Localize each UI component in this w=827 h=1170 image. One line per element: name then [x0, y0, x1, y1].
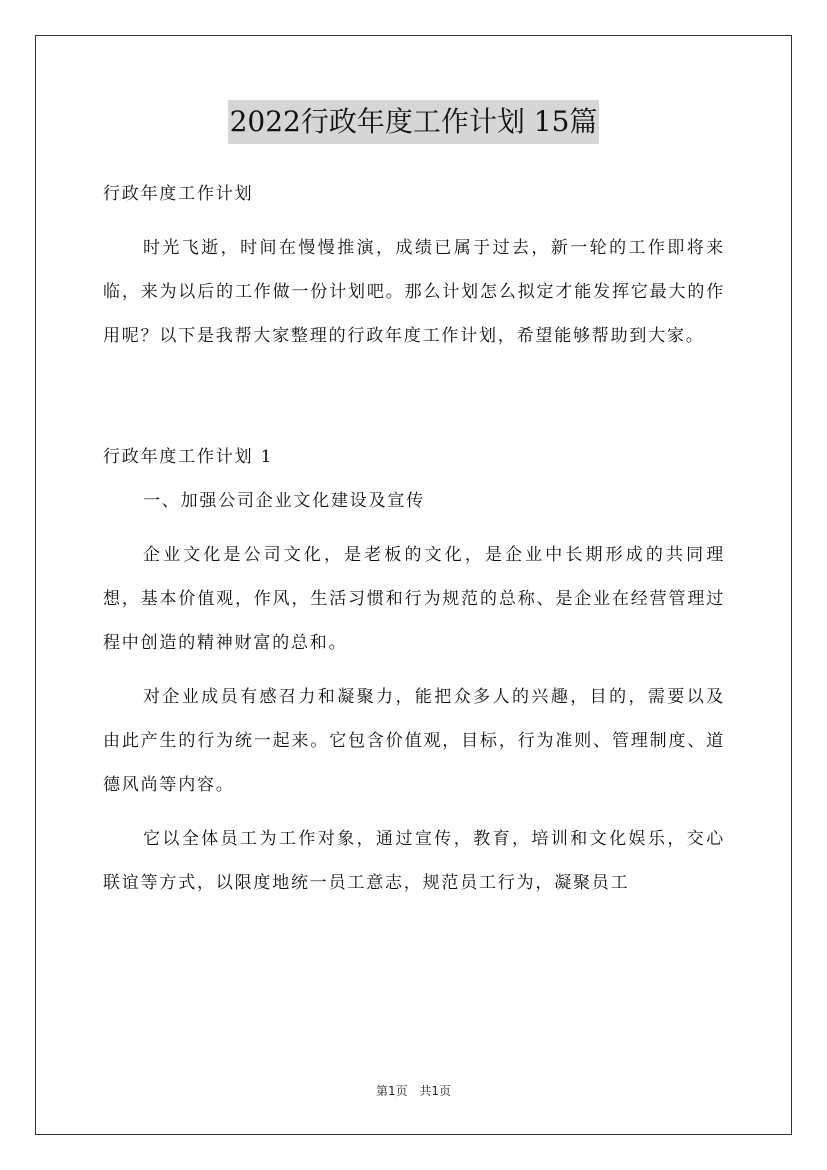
- page-total: 共1页: [419, 1084, 452, 1098]
- title-wrap: [0, 100, 827, 144]
- paragraph-heading: 行政年度工作计划: [103, 184, 254, 204]
- subsection-heading: 一、加强公司企业文化建设及宣传: [143, 491, 425, 511]
- paragraph-body: 对企业成员有感召力和凝聚力，能把众多人的兴趣，目的，需要以及由此产生的行为统一起来。它包含价值观，目标，行为准则、管理制度、道德风尚等内容。: [103, 687, 725, 795]
- page-footer: [0, 1082, 827, 1099]
- paragraph-body: 企业文化是公司文化，是老板的文化，是企业中长期形成的共同理想，基本价值观，作风，生活习惯和行为规范的总称、是企业在经营管理过程中创造的精神财富的总和。: [103, 545, 725, 653]
- paragraph-intro: 时光飞逝，时间在慢慢推演，成绩已属于过去，新一轮的工作即将来临，来为以后的工作做一份计划吧。那么计划怎么拟定才能发挥它最大的作用呢？以下是我帮大家整理的行政年度工作计划，希望能够帮助到大家。: [103, 238, 725, 346]
- document-body: [103, 172, 725, 905]
- page-number: 第1页: [375, 1084, 408, 1098]
- section-heading: 行政年度工作计划 1: [103, 447, 274, 467]
- paragraph-body: 它以全体员工为工作对象，通过宣传，教育，培训和文化娱乐，交心联谊等方式，以限度地统一员工意志，规范员工行为，凝聚员工: [103, 829, 725, 893]
- document-title: 2022行政年度工作计划 15篇: [228, 100, 600, 144]
